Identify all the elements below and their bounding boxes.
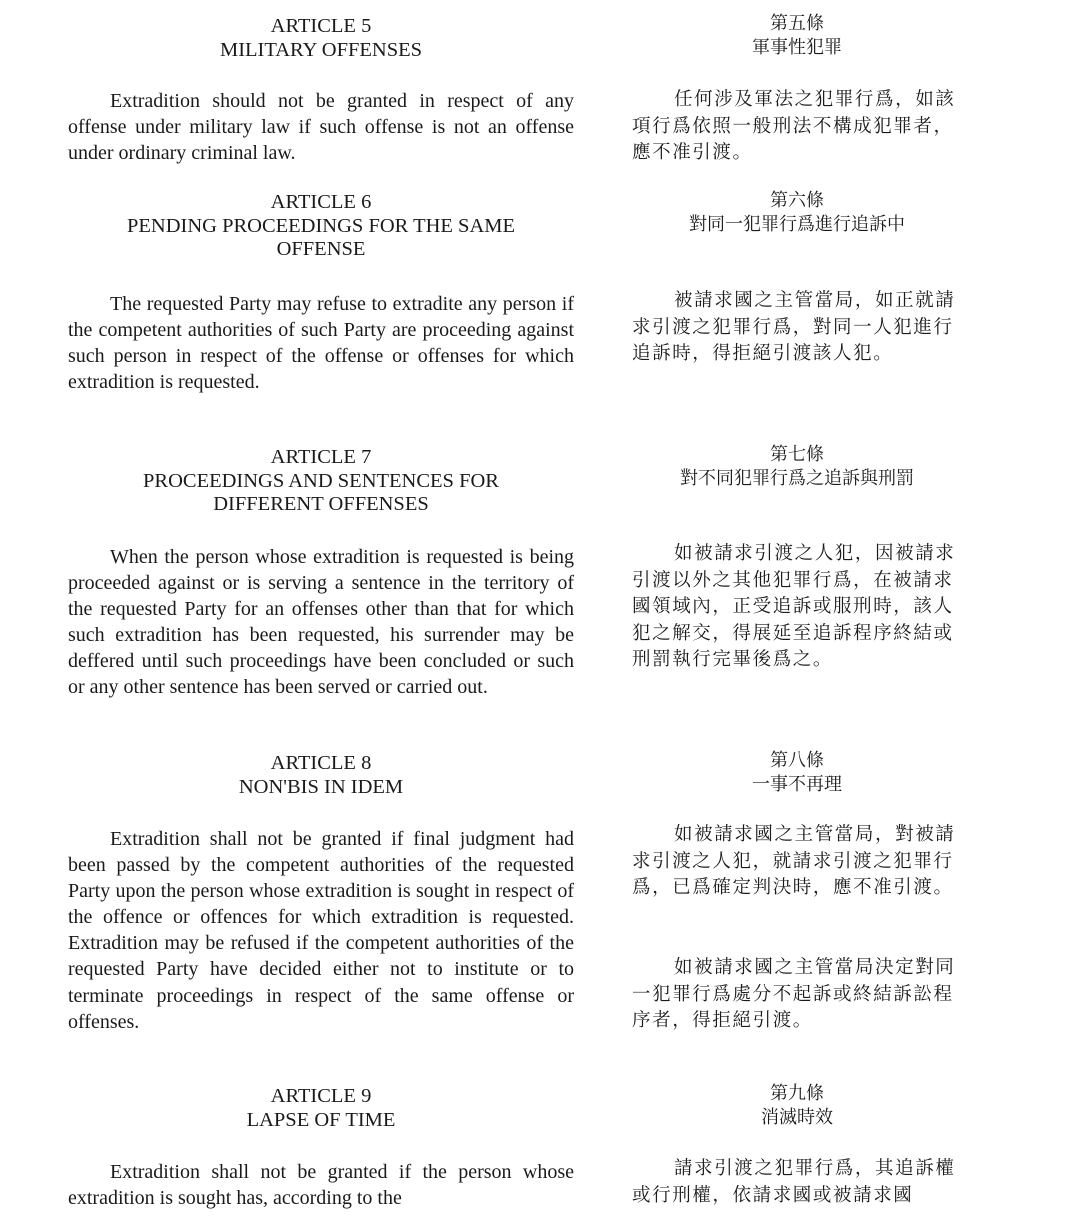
article-6-heading [68, 191, 574, 262]
article-title-line-1: PROCEEDINGS AND SENTENCES FOR [143, 469, 499, 492]
article-5-heading [68, 15, 574, 62]
article-number: 第五條 [770, 13, 824, 34]
article-title-line-1: PENDING PROCEEDINGS FOR THE SAME [126, 214, 516, 237]
article-number: ARTICLE 9 [270, 1085, 372, 1107]
article-8-heading [68, 752, 574, 799]
article-title: LAPSE OF TIME [246, 1108, 396, 1131]
article-5-text-zh: 任何涉及軍法之犯罪行爲，如該項行爲依照一般刑法不構成犯罪者，應不准引渡。 [632, 89, 956, 163]
article-title: 對同一犯罪行爲進行追訴中 [689, 214, 905, 235]
article-title-line-2: DIFFERENT OFFENSES [213, 493, 429, 515]
article-8-heading-zh [632, 749, 962, 797]
article-8-text-zh-2: 如被請求國之主管當局決定對同一犯罪行爲處分不起訴或終結訴訟程序者，得拒絕引渡。 [632, 957, 956, 1031]
article-9-heading-zh [632, 1082, 962, 1130]
article-9-text-zh: 請求引渡之犯罪行爲，其追訴權或行刑權，依請求國或被請求國 [632, 1158, 956, 1206]
article-number: ARTICLE 6 [270, 191, 372, 213]
article-7-text-zh: 如被請求引渡之人犯，因被請求引渡以外之其他犯罪行爲，在被請求國領域內，正受追訴或服刑時，該人犯之解交，得展延至追訴程序終結或刑罰執行完畢後爲之。 [632, 543, 956, 670]
article-6-text: The requested Party may refuse to extradite any person if the competent authorities of such Party are proceeding against such person in respect of the offense or offenses for which extradition is requested. [68, 293, 574, 394]
article-number: ARTICLE 7 [270, 446, 372, 468]
article-number: 第八條 [770, 750, 824, 771]
article-number: ARTICLE 8 [270, 752, 372, 774]
article-6-heading-zh [632, 189, 962, 237]
article-number: 第九條 [770, 1083, 824, 1104]
article-8-text: Extradition shall not be granted if final judgment had been passed by the competent authorities of the requested Party upon the person whose extradition is sought in respect of the offence or offences for which extradition is requested. Extradition may be refused if the competent authorities of the requested Party have decided either not to institute or to terminate proceedings in respect of the same offense or offenses. [68, 828, 574, 1033]
article-title: MILITARY OFFENSES [219, 38, 423, 61]
article-7-heading-zh [632, 443, 962, 491]
article-number: 第六條 [770, 190, 824, 211]
article-5-text: Extradition should not be granted in respect of any offense under military law if such offense is not an offense under ordinary criminal law. [68, 90, 574, 165]
article-5-heading-zh [632, 12, 962, 60]
article-title-line-2: OFFENSE [276, 238, 366, 260]
article-title: 一事不再理 [752, 774, 842, 795]
article-8-text-zh-1: 如被請求國之主管當局，對被請求引渡之人犯，就請求引渡之犯罪行爲，已爲確定判決時，應不准引渡。 [632, 824, 956, 898]
article-9-text: Extradition shall not be granted if the person whose extradition is sought has, according to the [68, 1161, 574, 1210]
article-7-heading [68, 446, 574, 517]
article-6-text-zh: 被請求國之主管當局，如正就請求引渡之犯罪行爲，對同一人犯進行追訴時，得拒絕引渡該人犯。 [632, 290, 956, 364]
article-title: NON'BIS IN IDEM [238, 775, 404, 798]
article-number: 第七條 [770, 444, 824, 465]
article-number: ARTICLE 5 [270, 15, 372, 37]
article-7-text: When the person whose extradition is requested is being proceeded against or is serving a sentence in the territory of the requested Party for an offenses other than that for which such extradition has been requested, his surrender may be deffered until such proceedings have been concluded or such or any other sentence has been served or carried out. [68, 546, 574, 699]
article-title: 軍事性犯罪 [752, 37, 842, 58]
article-9-heading [68, 1085, 574, 1132]
article-title: 消滅時效 [761, 1107, 833, 1128]
article-title: 對不同犯罪行爲之追訴與刑罰 [680, 468, 914, 489]
